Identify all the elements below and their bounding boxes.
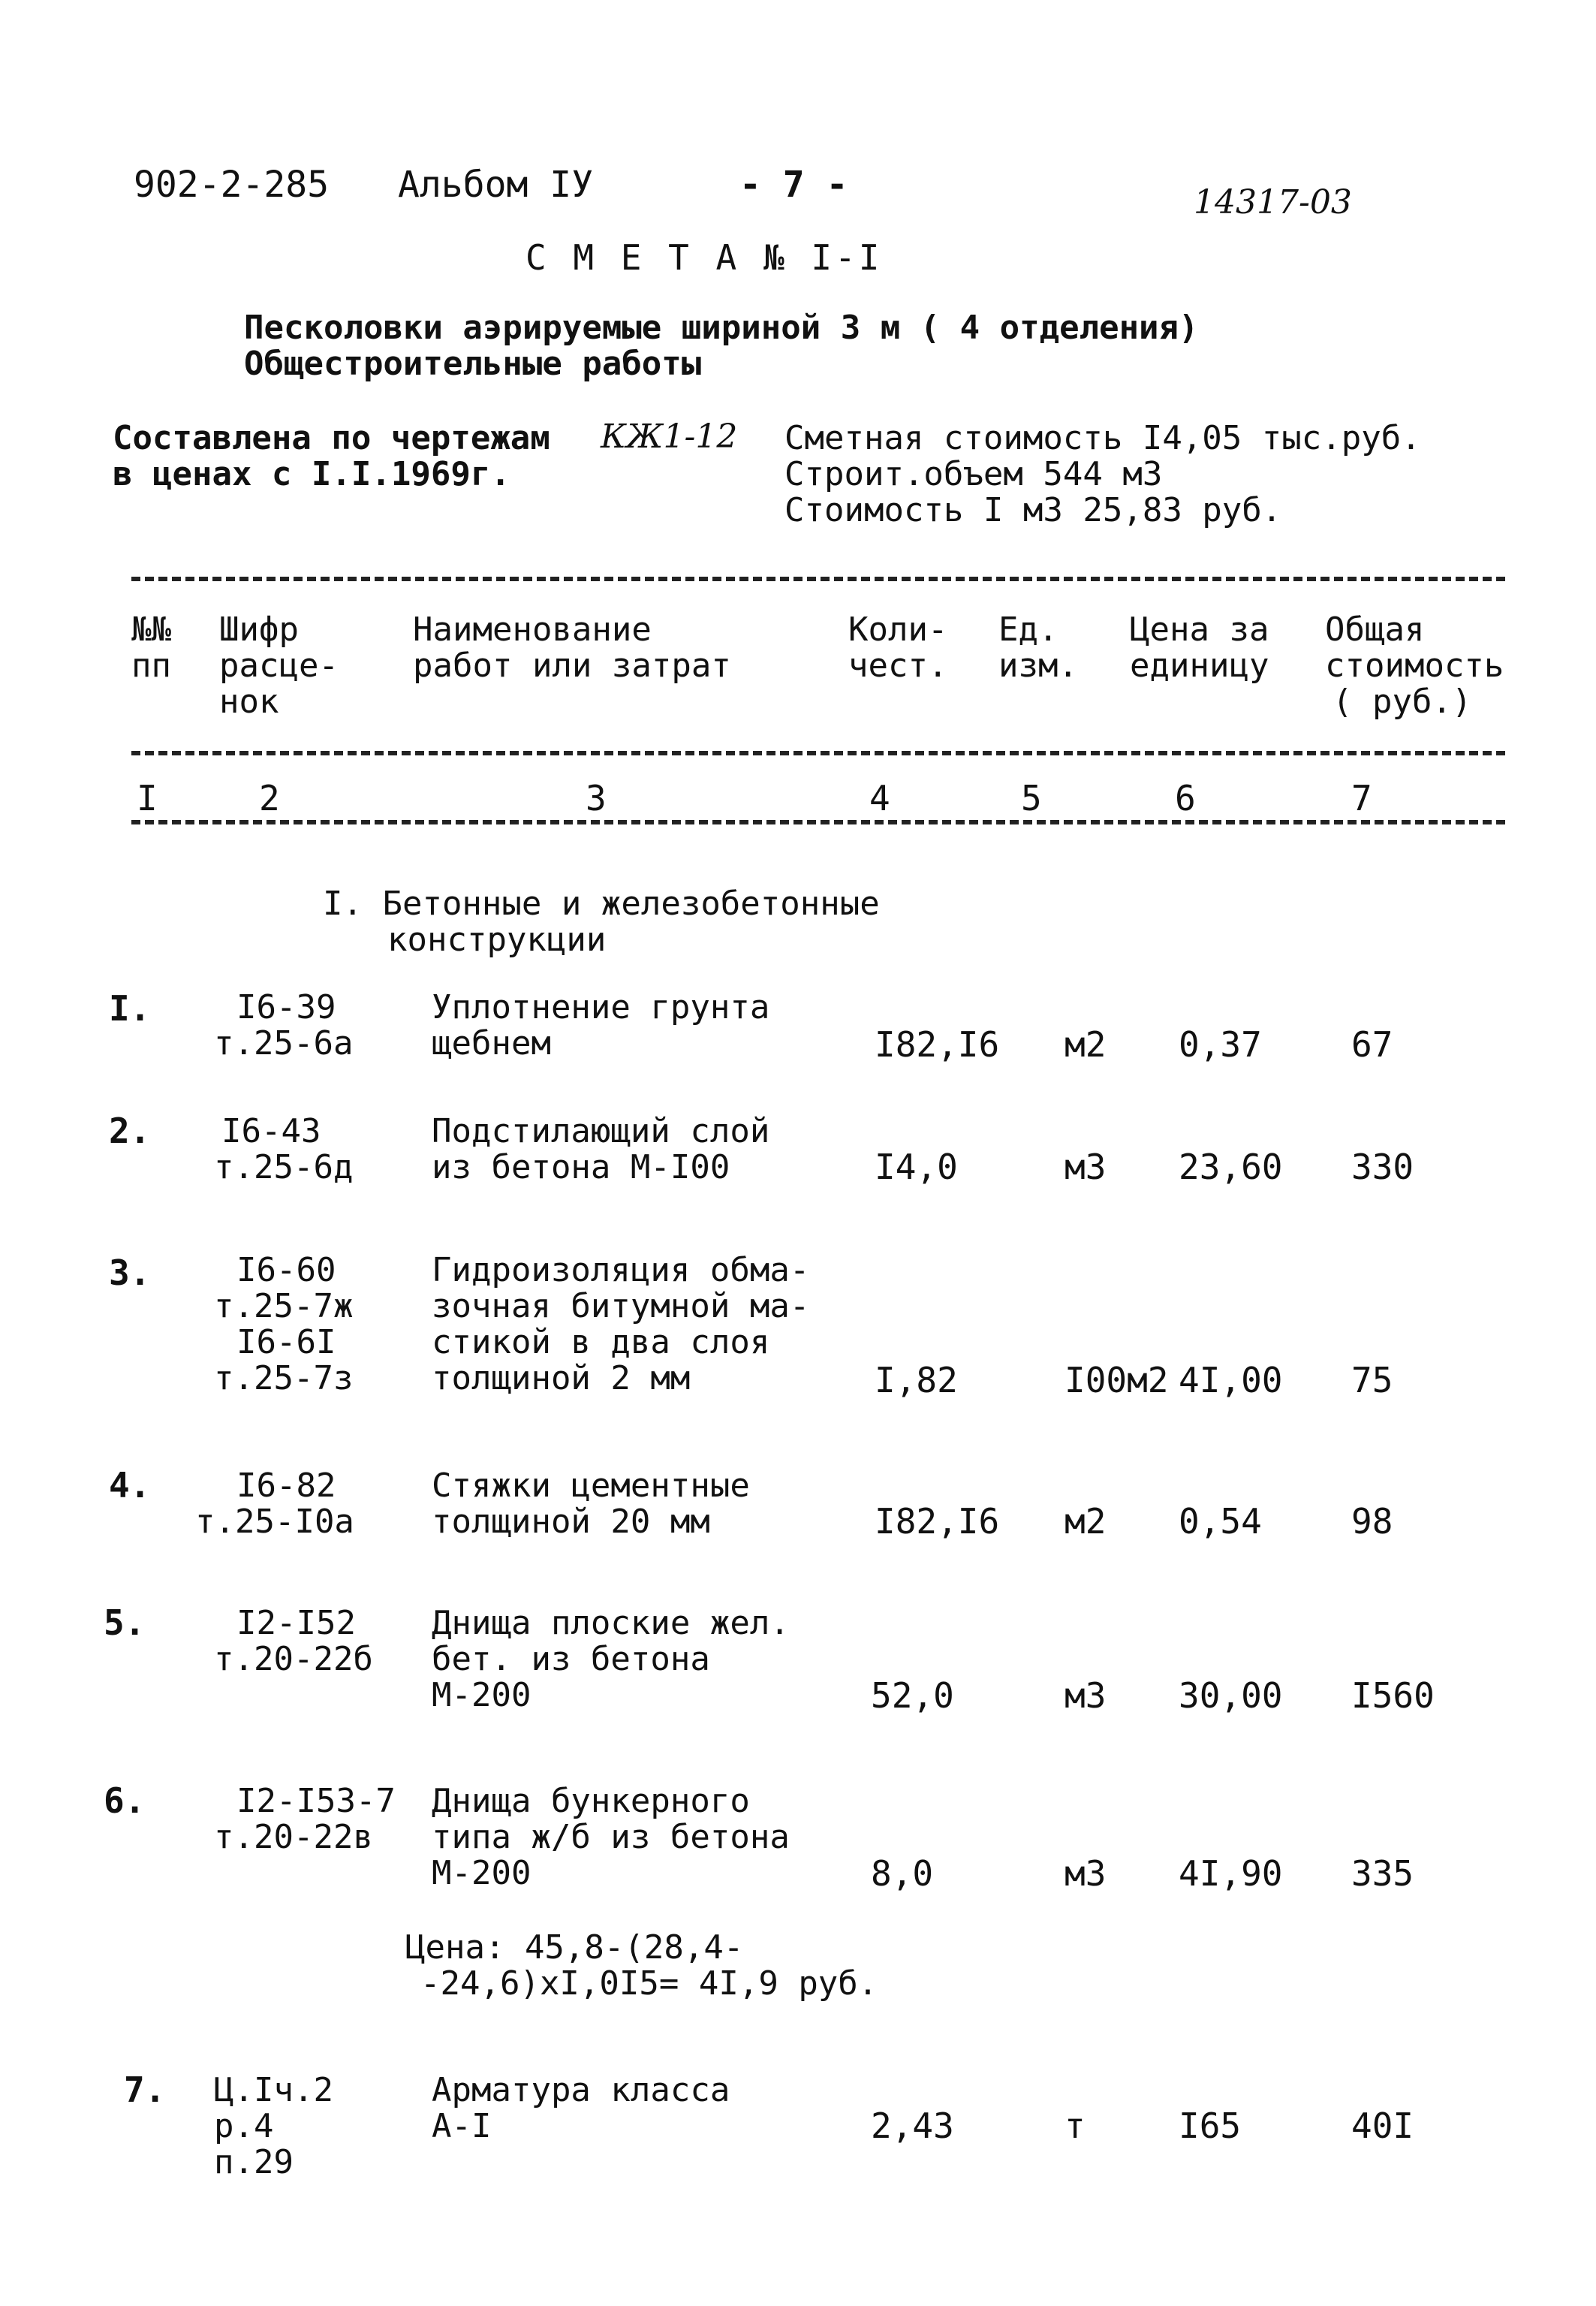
row-unit-price: 0,54 <box>1179 1501 1262 1542</box>
page-number: - 7 - <box>739 164 848 206</box>
cost-line-2: Строит.объем 544 м3 <box>784 455 1163 493</box>
album-label: Альбом IУ <box>398 164 594 206</box>
name-line: Днища бункерного <box>432 1782 750 1820</box>
row-number: I. <box>109 988 151 1029</box>
name-line: щебнем <box>432 1024 551 1063</box>
column-number-divider <box>131 820 1505 824</box>
row-quantity: I,82 <box>875 1360 958 1400</box>
code-line: I2-I53-7 <box>236 1782 396 1820</box>
row-unit: м3 <box>1065 1675 1107 1716</box>
header-unit <box>998 612 1078 684</box>
row-quantity: I82,I6 <box>875 1501 1000 1542</box>
handwritten-number: 14317-03 <box>1194 183 1352 222</box>
header-code <box>219 612 339 720</box>
section-title-line: конструкции <box>387 921 607 959</box>
header-text: Шифр <box>219 610 299 649</box>
header-text: №№ <box>131 610 171 649</box>
row-number: 6. <box>104 1780 146 1821</box>
row-unit: т <box>1065 2106 1086 2146</box>
row-name <box>432 2072 730 2145</box>
name-line: типа ж/б из бетона <box>432 1818 790 1856</box>
price-note-line: -24,6)хI,0I5= 4I,9 руб. <box>420 1964 878 2003</box>
name-line: стикой в два слоя <box>432 1323 770 1361</box>
column-number: 5 <box>1021 778 1042 818</box>
row-unit: м2 <box>1065 1501 1107 1542</box>
header-text: Коли- <box>848 610 948 649</box>
row-name <box>432 1252 809 1397</box>
row-code <box>214 1605 373 1678</box>
row-quantity: I4,0 <box>875 1147 958 1187</box>
name-line: М-200 <box>432 1854 531 1892</box>
header-name <box>413 612 731 684</box>
row-number: 4. <box>109 1465 151 1506</box>
code-line: т.25-6д <box>214 1148 354 1186</box>
code-line: I6-43 <box>221 1112 321 1150</box>
code-line: т.20-22в <box>214 1818 373 1856</box>
code-line: т.20-22б <box>214 1640 373 1678</box>
cost-line-3: Стоимость I м3 25,83 руб. <box>784 491 1282 529</box>
row-quantity: 52,0 <box>871 1675 954 1716</box>
row-unit-price: 4I,90 <box>1179 1853 1283 1894</box>
header-text: Общая <box>1325 610 1425 649</box>
row-unit-price: 23,60 <box>1179 1147 1283 1187</box>
estimate-subtitle <box>244 310 1199 382</box>
header-divider-top <box>131 577 1505 581</box>
row-unit-price: 4I,00 <box>1179 1360 1283 1400</box>
row-total: 75 <box>1351 1360 1393 1400</box>
column-number: 3 <box>586 778 607 818</box>
name-line: Днища плоские жел. <box>432 1604 790 1642</box>
section-title <box>323 886 880 958</box>
header-text: пп <box>131 647 171 685</box>
row-quantity: 2,43 <box>871 2106 954 2146</box>
code-line: I6-6I <box>236 1323 336 1361</box>
header-text: Цена за <box>1130 610 1269 649</box>
compiled-info <box>113 421 550 493</box>
row-total: 330 <box>1351 1147 1414 1187</box>
header-text: Ед. <box>998 610 1058 649</box>
name-line: Стяжки цементные <box>432 1466 750 1505</box>
subtitle-line-2: Общестроительные работы <box>244 345 702 383</box>
code-line: т.25-I0а <box>195 1503 354 1541</box>
code-line: т.25-6а <box>214 1024 354 1063</box>
row-number: 7. <box>124 2069 166 2110</box>
name-line: из бетона М-I00 <box>432 1148 730 1186</box>
code-line: I6-60 <box>236 1251 336 1289</box>
code-line: т.25-7ж <box>214 1287 354 1325</box>
row-unit-price: 0,37 <box>1179 1024 1262 1065</box>
column-number: 4 <box>869 778 890 818</box>
row-number: 3. <box>109 1252 151 1293</box>
row-total: 335 <box>1351 1853 1414 1894</box>
header-row-number <box>131 612 171 684</box>
header-unit-price <box>1130 612 1269 684</box>
code-line: I6-82 <box>236 1466 336 1505</box>
row-code <box>214 1114 353 1186</box>
name-line: Арматура класса <box>432 2071 730 2109</box>
code-line: Ц.Iч.2 <box>214 2071 333 2109</box>
name-line: бет. из бетона <box>432 1640 710 1678</box>
row-code <box>214 1252 353 1397</box>
header-quantity <box>848 612 947 684</box>
row-name <box>432 1468 750 1540</box>
name-line: Уплотнение грунта <box>432 988 770 1026</box>
row-code <box>195 1468 354 1540</box>
row-code <box>214 2072 333 2181</box>
estimate-title: С М Е Т А № I-I <box>525 237 883 278</box>
row-code <box>214 990 353 1062</box>
row-total: 40I <box>1351 2106 1414 2146</box>
row-quantity: 8,0 <box>871 1853 934 1894</box>
header-divider-bottom <box>131 751 1505 755</box>
row-unit: м3 <box>1065 1853 1107 1894</box>
row-unit-price: 30,00 <box>1179 1675 1283 1716</box>
compiled-line-2: в ценах с I.I.1969г. <box>113 455 510 493</box>
code-line: I2-I52 <box>236 1604 356 1642</box>
header-text: расце- <box>219 647 339 685</box>
drawing-reference: КЖ1-12 <box>601 417 738 456</box>
row-number: 5. <box>104 1602 146 1643</box>
header-text: единицу <box>1130 647 1269 685</box>
row-unit: м3 <box>1065 1147 1107 1187</box>
name-line: Гидроизоляция обма- <box>432 1251 810 1289</box>
price-note <box>405 1930 878 2002</box>
code-line: т.25-7з <box>214 1359 354 1397</box>
section-title-line: I. Бетонные и железобетонные <box>323 885 880 923</box>
subtitle-line-1: Песколовки аэрируемые шириной 3 м ( 4 отделения) <box>244 309 1199 347</box>
header-text: нок <box>219 683 279 721</box>
row-code <box>214 1783 396 1855</box>
price-note-line: Цена: 45,8-(28,4- <box>405 1928 744 1967</box>
name-line: толщиной 20 мм <box>432 1503 710 1541</box>
cost-info <box>784 421 1421 529</box>
cost-line-1: Сметная стоимость I4,05 тыс.руб. <box>784 419 1421 457</box>
row-quantity: I82,I6 <box>875 1024 1000 1065</box>
row-total: 67 <box>1351 1024 1393 1065</box>
row-total: I560 <box>1351 1675 1435 1716</box>
row-unit: I00м2 <box>1065 1360 1169 1400</box>
row-total: 98 <box>1351 1501 1393 1542</box>
name-line: А-I <box>432 2107 492 2145</box>
row-name <box>432 990 769 1062</box>
row-unit-price: I65 <box>1179 2106 1242 2146</box>
name-line: М-200 <box>432 1676 531 1714</box>
column-number: 7 <box>1351 778 1372 818</box>
compiled-line-1: Составлена по чертежам <box>113 419 550 457</box>
row-unit: м2 <box>1065 1024 1107 1065</box>
column-number: 6 <box>1175 778 1196 818</box>
name-line: зочная битумной ма- <box>432 1287 810 1325</box>
header-text: чест. <box>848 647 948 685</box>
column-number: I <box>137 778 158 818</box>
name-line: Подстилающий слой <box>432 1112 770 1150</box>
row-number: 2. <box>109 1111 151 1151</box>
row-name <box>432 1783 790 1892</box>
header-text: работ или затрат <box>413 647 731 685</box>
document-code: 902-2-285 <box>134 164 330 206</box>
column-number: 2 <box>259 778 280 818</box>
header-text: стоимость <box>1325 647 1504 685</box>
header-total <box>1325 612 1504 720</box>
row-name <box>432 1114 769 1186</box>
code-line: п.29 <box>214 2143 294 2181</box>
name-line: толщиной 2 мм <box>432 1359 691 1397</box>
row-name <box>432 1605 790 1714</box>
header-text: изм. <box>998 647 1078 685</box>
code-line: I6-39 <box>236 988 336 1026</box>
code-line: р.4 <box>214 2107 274 2145</box>
header-text: ( руб.) <box>1333 683 1472 721</box>
header-text: Наименование <box>413 610 652 649</box>
